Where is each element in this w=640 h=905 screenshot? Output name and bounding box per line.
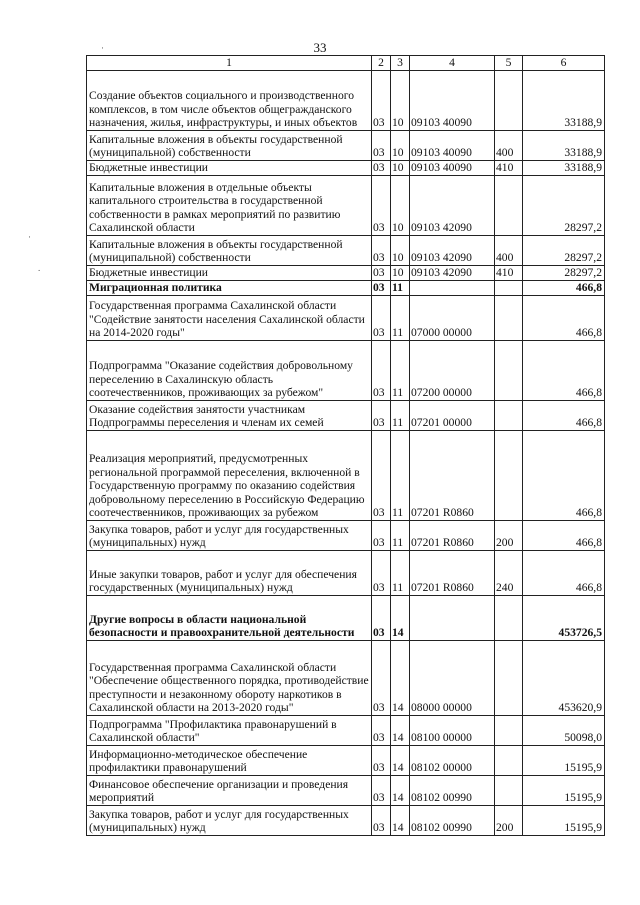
row-target-article: 07201 R0860 [410,521,495,551]
row-target-article: 07200 00000 [410,341,495,401]
row-name: Создание объектов социального и производственного комплексов, в том числе объектов общегражданского назначения, жилья, инфраструктуры, и иных объектов [87,71,372,131]
row-name: Подпрограмма "Профилактика правонарушений в Сахалинской области" [87,716,372,746]
row-expense-type [495,281,523,296]
row-target-article: 08000 00000 [410,641,495,716]
table-row [87,131,605,161]
row-subsection: 14 [391,716,410,746]
row-name: Оказание содействия занятости участникам Подпрограммы переселения и членам их семей [87,401,372,431]
row-amount: 453620,9 [523,641,605,716]
row-subsection: 14 [391,596,410,641]
header-col-1: 1 [87,56,372,71]
row-expense-type [495,746,523,776]
row-target-article: 09103 42090 [410,266,495,281]
row-target-article: 08102 00990 [410,776,495,806]
row-section: 03 [372,806,391,836]
table-row [87,71,605,131]
row-name: Подпрограмма "Оказание содействия добровольному переселению в Сахалинскую область соотечественников, проживающих за рубежом" [87,341,372,401]
row-section: 03 [372,341,391,401]
row-name: Государственная программа Сахалинской области "Содействие занятости населения Сахалинской области на 2014-2020 годы" [87,296,372,341]
row-expense-type [495,401,523,431]
row-subsection: 10 [391,131,410,161]
row-expense-type: 400 [495,236,523,266]
row-section: 03 [372,596,391,641]
row-name: Реализация мероприятий, предусмотренных региональной программой переселения, включенной в Государственную программу по оказанию содействия добровольному переселению в Российскую Федерацию соотечественников, проживающих за рубежом [87,431,372,521]
row-amount: 33188,9 [523,131,605,161]
table-row [87,746,605,776]
row-amount: 466,8 [523,521,605,551]
table-row [87,236,605,266]
row-amount: 466,8 [523,341,605,401]
row-target-article: 07000 00000 [410,296,495,341]
table-row [87,431,605,521]
row-expense-type [495,296,523,341]
row-expense-type: 410 [495,266,523,281]
row-section: 03 [372,281,391,296]
row-name: Государственная программа Сахалинской области "Обеспечение общественного порядка, противодействие преступности и незаконному обороту наркотиков в Сахалинской области на 2013-2020 годы" [87,641,372,716]
table-row [87,176,605,236]
row-subsection: 10 [391,236,410,266]
row-name: Капитальные вложения в отдельные объекты капитального строительства в государственной собственности в рамках мероприятий по развитию Сахалинской области [87,176,372,236]
row-name: Закупка товаров, работ и услуг для государственных (муниципальных) нужд [87,806,372,836]
row-subsection: 11 [391,551,410,596]
row-section: 03 [372,431,391,521]
row-name: Миграционная политика [87,281,372,296]
row-subsection: 11 [391,296,410,341]
row-target-article [410,281,495,296]
row-section: 03 [372,161,391,176]
row-amount: 466,8 [523,281,605,296]
table-row [87,596,605,641]
row-target-article: 07201 R0860 [410,551,495,596]
header-col-5: 5 [495,56,523,71]
row-target-article [410,596,495,641]
page-number: 33 [313,40,327,55]
row-name: Бюджетные инвестиции [87,161,372,176]
row-name: Бюджетные инвестиции [87,266,372,281]
row-section: 03 [372,521,391,551]
table-row [87,401,605,431]
table-row [87,716,605,746]
scan-mark: . [38,263,41,273]
row-subsection: 10 [391,266,410,281]
row-subsection: 11 [391,401,410,431]
row-section: 03 [372,131,391,161]
row-name: Финансовое обеспечение организации и проведения мероприятий [87,776,372,806]
row-name: Иные закупки товаров, работ и услуг для обеспечения государственных (муниципальных) нужд [87,551,372,596]
row-amount: 28297,2 [523,176,605,236]
row-amount: 33188,9 [523,71,605,131]
row-amount: 466,8 [523,401,605,431]
table-row [87,776,605,806]
row-name: Капитальные вложения в объекты государственной (муниципальной) собственности [87,236,372,266]
row-section: 03 [372,296,391,341]
row-amount: 453726,5 [523,596,605,641]
row-amount: 15195,9 [523,746,605,776]
row-expense-type: 410 [495,161,523,176]
row-section: 03 [372,746,391,776]
row-subsection: 10 [391,161,410,176]
table-row [87,296,605,341]
row-subsection: 14 [391,746,410,776]
row-amount: 28297,2 [523,236,605,266]
row-section: 03 [372,401,391,431]
row-target-article: 07201 R0860 [410,431,495,521]
row-expense-type: 400 [495,131,523,161]
row-section: 03 [372,551,391,596]
table-row [87,641,605,716]
table-row [87,281,605,296]
table-row [87,551,605,596]
row-target-article: 08100 00000 [410,716,495,746]
row-expense-type [495,431,523,521]
row-subsection: 14 [391,806,410,836]
row-subsection: 11 [391,521,410,551]
row-section: 03 [372,176,391,236]
header-col-6: 6 [523,56,605,71]
row-section: 03 [372,236,391,266]
row-subsection: 10 [391,71,410,131]
row-amount: 33188,9 [523,161,605,176]
row-section: 03 [372,71,391,131]
row-target-article: 09103 40090 [410,71,495,131]
row-expense-type [495,176,523,236]
row-target-article: 09103 42090 [410,236,495,266]
row-target-article: 09103 40090 [410,161,495,176]
row-expense-type [495,596,523,641]
row-name: Капитальные вложения в объекты государственной (муниципальной) собственности [87,131,372,161]
row-expense-type [495,776,523,806]
row-target-article: 08102 00990 [410,806,495,836]
row-section: 03 [372,716,391,746]
header-col-4: 4 [410,56,495,71]
table-header-row [87,56,605,71]
row-expense-type [495,341,523,401]
row-expense-type [495,641,523,716]
row-name: Закупка товаров, работ и услуг для государственных (муниципальных) нужд [87,521,372,551]
row-target-article: 09103 42090 [410,176,495,236]
row-expense-type: 200 [495,806,523,836]
row-amount: 466,8 [523,296,605,341]
table-row [87,266,605,281]
table-row [87,806,605,836]
scan-mark: · [101,43,104,53]
row-subsection: 14 [391,776,410,806]
table-row [87,341,605,401]
row-target-article: 07201 00000 [410,401,495,431]
row-subsection: 11 [391,281,410,296]
row-amount: 15195,9 [523,806,605,836]
row-subsection: 11 [391,341,410,401]
header-col-3: 3 [391,56,410,71]
row-target-article: 08102 00000 [410,746,495,776]
row-expense-type: 240 [495,551,523,596]
row-expense-type [495,71,523,131]
row-name: Другие вопросы в области национальной безопасности и правоохранительной деятельности [87,596,372,641]
row-section: 03 [372,641,391,716]
row-name: Информационно-методическое обеспечение профилактики правонарушений [87,746,372,776]
row-subsection: 14 [391,641,410,716]
row-section: 03 [372,776,391,806]
header-col-2: 2 [372,56,391,71]
row-subsection: 11 [391,431,410,521]
row-amount: 466,8 [523,551,605,596]
table-row [87,521,605,551]
table-row [87,161,605,176]
row-target-article: 09103 40090 [410,131,495,161]
scan-mark: · [28,232,31,242]
budget-table [86,55,605,836]
row-amount: 466,8 [523,431,605,521]
row-amount: 28297,2 [523,266,605,281]
row-amount: 15195,9 [523,776,605,806]
row-amount: 50098,0 [523,716,605,746]
row-expense-type [495,716,523,746]
row-subsection: 10 [391,176,410,236]
row-section: 03 [372,266,391,281]
row-expense-type: 200 [495,521,523,551]
